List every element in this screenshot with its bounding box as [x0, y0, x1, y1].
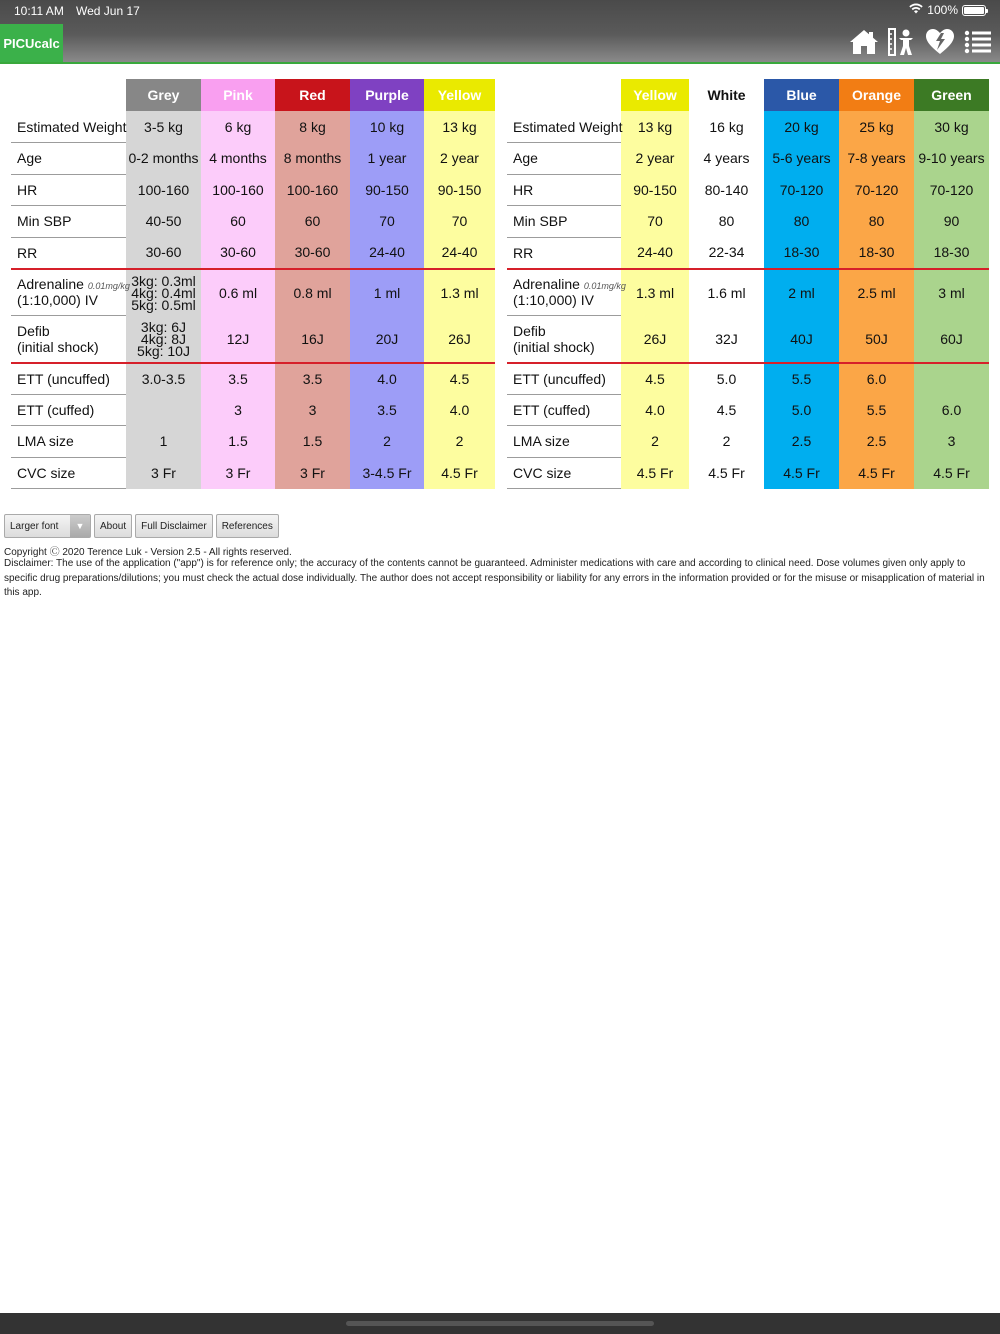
table-body: [11, 111, 495, 489]
top-bar: [0, 0, 1000, 64]
table-cell: 22-34: [689, 237, 764, 269]
table-cell: 3.5: [201, 363, 275, 395]
table-cell: 100-160: [126, 174, 201, 206]
cell-line: 4kg: 8J: [140, 330, 187, 347]
row-label: [507, 394, 621, 426]
cell-line: 4kg: 0.4ml: [131, 284, 196, 301]
table-cell: [126, 269, 201, 316]
cell-line: 3kg: 0.3ml: [131, 272, 196, 289]
row-label-text: Estimated Weight: [513, 118, 623, 135]
table-row: [11, 316, 495, 363]
app-logo[interactable]: PICUcalc: [0, 24, 63, 62]
table-cell: 18-30: [839, 237, 914, 269]
table-cell: 26J: [621, 316, 689, 363]
table-cell: 6.0: [839, 363, 914, 395]
table-cell: 1.5: [201, 426, 275, 458]
table-cell: 4.5 Fr: [764, 457, 839, 489]
table-row: [507, 111, 989, 143]
row-label: [11, 363, 126, 395]
table-body: [507, 111, 989, 489]
table-cell: 3: [275, 394, 350, 426]
about-button[interactable]: About: [94, 514, 132, 538]
table-cell: 18-30: [914, 237, 989, 269]
table-cell: 5-6 years: [764, 143, 839, 175]
table-cell: 60J: [914, 316, 989, 363]
table-cell: 0.8 ml: [275, 269, 350, 316]
row-label: [11, 111, 126, 143]
column-header: Yellow: [621, 79, 689, 111]
table-cell: 3.5: [275, 363, 350, 395]
table-cell: 3: [201, 394, 275, 426]
row-label-text: ETT (cuffed): [17, 401, 95, 418]
menu-list-icon[interactable]: [962, 27, 994, 57]
table-cell: 3 Fr: [275, 457, 350, 489]
table-row: [11, 394, 495, 426]
table-cell: 3 Fr: [126, 457, 201, 489]
column-header: Blue: [764, 79, 839, 111]
row-label-text: Adrenaline: [17, 276, 84, 293]
table-cell: 3 ml: [914, 269, 989, 316]
table-cell: 2.5: [839, 426, 914, 458]
row-label-text: ETT (uncuffed): [513, 370, 606, 387]
table-cell: 5.0: [764, 394, 839, 426]
row-label-text: Defib: [513, 322, 546, 339]
table-row: [507, 426, 989, 458]
table-cell: 4 months: [201, 143, 275, 175]
table-cell: 2: [424, 426, 495, 458]
table-cell: 4.5: [621, 363, 689, 395]
row-label-text: LMA size: [17, 433, 74, 450]
table-cell: 5.0: [689, 363, 764, 395]
table-cell: 2 ml: [764, 269, 839, 316]
table-row: [507, 143, 989, 175]
table-cell: 3-4.5 Fr: [350, 457, 424, 489]
table-row: [507, 206, 989, 238]
table-cell: 30-60: [275, 237, 350, 269]
table-row: [507, 269, 989, 316]
table-cell: 2: [689, 426, 764, 458]
table-cell: 50J: [839, 316, 914, 363]
table-cell: 3.5: [350, 394, 424, 426]
table-cell: 4.5 Fr: [914, 457, 989, 489]
table-row: [507, 394, 989, 426]
table-cell: 16 kg: [689, 111, 764, 143]
table-row: [11, 237, 495, 269]
table-cell: [126, 316, 201, 363]
table-cell: 30 kg: [914, 111, 989, 143]
table-cell: 70: [424, 206, 495, 238]
table-cell: 40-50: [126, 206, 201, 238]
row-label: [507, 457, 621, 489]
table-cell: 4.5 Fr: [621, 457, 689, 489]
table-cell: 80: [839, 206, 914, 238]
table-cell: 13 kg: [621, 111, 689, 143]
column-header: White: [689, 79, 764, 111]
table-cell: 8 kg: [275, 111, 350, 143]
table-cell: 4.5 Fr: [424, 457, 495, 489]
table-row: [11, 174, 495, 206]
table-cell: 4.5: [424, 363, 495, 395]
row-label-text: Adrenaline: [513, 276, 580, 293]
row-label-text: CVC size: [17, 464, 76, 481]
row-label-text: HR: [17, 181, 38, 198]
row-label: [507, 174, 621, 206]
status-indicators: [909, 3, 986, 17]
column-header: Green: [914, 79, 989, 111]
table-row: [11, 111, 495, 143]
table-cell: 8 months: [275, 143, 350, 175]
table-cell: 60: [275, 206, 350, 238]
table-cell: 1.3 ml: [621, 269, 689, 316]
column-header: Purple: [350, 79, 424, 111]
table-cell: 2.5: [764, 426, 839, 458]
table-row: [11, 426, 495, 458]
row-label-text: Age: [513, 150, 538, 167]
chevron-down-icon: ▼: [70, 515, 90, 537]
table-row: [11, 206, 495, 238]
row-label: [11, 269, 130, 316]
row-label: [11, 174, 126, 206]
table-cell: 12J: [201, 316, 275, 363]
table-cell: 4.0: [350, 363, 424, 395]
battery-icon: [962, 5, 986, 16]
table-cell: 5.5: [764, 363, 839, 395]
table-cell: 4.0: [424, 394, 495, 426]
table-cell: 24-40: [350, 237, 424, 269]
table-row: [507, 457, 989, 489]
table-cell: 32J: [689, 316, 764, 363]
table-cell: 80: [764, 206, 839, 238]
table-cell: 70-120: [914, 174, 989, 206]
table-cell: 100-160: [201, 174, 275, 206]
column-header: Grey: [126, 79, 201, 111]
table-cell: 90-150: [424, 174, 495, 206]
table-row: [11, 269, 495, 316]
row-label-subtext: (initial shock): [513, 338, 595, 355]
table-cell: 40J: [764, 316, 839, 363]
table-cell: 2 year: [424, 143, 495, 175]
table-cell: 70: [350, 206, 424, 238]
row-label: [11, 316, 126, 363]
table-cell: 100-160: [275, 174, 350, 206]
table-row: [507, 363, 989, 395]
status-date: Wed Jun 17: [76, 4, 140, 18]
cell-line: 5kg: 0.5ml: [131, 296, 196, 313]
table-cell: 10 kg: [350, 111, 424, 143]
table-cell: 80: [689, 206, 764, 238]
row-label-text: Age: [17, 150, 42, 167]
table-cell: 30-60: [201, 237, 275, 269]
home-icon[interactable]: [848, 27, 880, 57]
full-disclaimer-button[interactable]: Full Disclaimer: [135, 514, 213, 538]
row-label: [507, 426, 621, 458]
table-cell: 3-5 kg: [126, 111, 201, 143]
row-label: [507, 206, 621, 238]
row-label-text: ETT (uncuffed): [17, 370, 110, 387]
table-cell: 4.5 Fr: [839, 457, 914, 489]
table-cell: 13 kg: [424, 111, 495, 143]
table-row: [11, 363, 495, 395]
row-label: [11, 457, 126, 489]
table-cell: 1.6 ml: [689, 269, 764, 316]
table-cell: 0.6 ml: [201, 269, 275, 316]
table-cell: 4.5: [689, 394, 764, 426]
table-cell: 5.5: [839, 394, 914, 426]
table-cell: 6.0: [914, 394, 989, 426]
font-size-select[interactable]: [4, 514, 91, 538]
left-color-table: [11, 79, 495, 489]
table-cell: 20 kg: [764, 111, 839, 143]
table-row: [507, 316, 989, 363]
table-cell: 24-40: [424, 237, 495, 269]
table-cell: 90-150: [350, 174, 424, 206]
table-cell: 7-8 years: [839, 143, 914, 175]
header-row: [11, 79, 495, 111]
header-blank: [11, 79, 126, 111]
table-cell: 60: [201, 206, 275, 238]
row-label-text: Min SBP: [513, 213, 568, 230]
table-cell: 20J: [350, 316, 424, 363]
row-label-text: HR: [513, 181, 534, 198]
row-label-text: RR: [17, 244, 38, 261]
row-label-note: 0.01mg/kg: [583, 281, 626, 292]
nav-icons: [848, 27, 994, 57]
table-cell: 4.5 Fr: [689, 457, 764, 489]
row-label: [11, 143, 126, 175]
table-row: [11, 143, 495, 175]
row-label-text: Estimated Weight: [17, 118, 127, 135]
table-cell: 1 ml: [350, 269, 424, 316]
table-cell: 2: [350, 426, 424, 458]
row-label: [11, 394, 126, 426]
table-cell: 1: [126, 426, 201, 458]
table-cell: 1 year: [350, 143, 424, 175]
row-label-subtext: (1:10,000) IV: [17, 292, 98, 309]
column-header: Pink: [201, 79, 275, 111]
font-size-value: Larger font: [10, 520, 59, 532]
row-label: [507, 237, 621, 269]
row-label-note: 0.01mg/kg: [87, 281, 130, 292]
row-label-text: ETT (cuffed): [513, 401, 591, 418]
table-cell: 26J: [424, 316, 495, 363]
row-label: [11, 206, 126, 238]
references-button[interactable]: References: [216, 514, 279, 538]
table-cell: 90-150: [621, 174, 689, 206]
footer-buttons: [4, 514, 279, 538]
cell-line: 3kg: 6J: [140, 318, 187, 335]
table-cell: 1.3 ml: [424, 269, 495, 316]
table-cell: 70-120: [839, 174, 914, 206]
column-header: Orange: [839, 79, 914, 111]
row-label: [507, 111, 621, 143]
row-label: [507, 363, 621, 395]
table-cell: 1.5: [275, 426, 350, 458]
table-cell: 16J: [275, 316, 350, 363]
table-cell: 30-60: [126, 237, 201, 269]
table-cell: 24-40: [621, 237, 689, 269]
table-cell: 2.5 ml: [839, 269, 914, 316]
row-label-text: RR: [513, 244, 534, 261]
home-indicator[interactable]: [346, 1321, 654, 1326]
column-header: Yellow: [424, 79, 495, 111]
broken-heart-icon[interactable]: [924, 27, 956, 57]
table-cell: 3.0-3.5: [126, 363, 201, 395]
table-cell: 9-10 years: [914, 143, 989, 175]
table-row: [507, 174, 989, 206]
table-cell: 4.0: [621, 394, 689, 426]
row-label-text: Min SBP: [17, 213, 72, 230]
row-label-text: CVC size: [513, 464, 572, 481]
table-row: [507, 237, 989, 269]
row-label-text: LMA size: [513, 433, 570, 450]
column-header: Red: [275, 79, 350, 111]
battery-percent: 100%: [927, 3, 958, 17]
bottom-bar: [0, 1313, 1000, 1334]
row-label: [11, 426, 126, 458]
row-label: [11, 237, 126, 269]
table-cell: 6 kg: [201, 111, 275, 143]
table-cell: 3: [914, 426, 989, 458]
table-cell: 25 kg: [839, 111, 914, 143]
row-label: [507, 269, 626, 316]
height-chart-icon[interactable]: [886, 27, 918, 57]
wifi-icon: [909, 3, 923, 17]
disclaimer-text: Disclaimer: The use of the application ("app") is for reference only; the accuracy of the contents cannot be guaranteed. Administer medications with care and according to clinical need. Dose volumes given only apply to specific drug preparations/dilutions; you must check the actual dose individually. The author does not accept responsibility or liability for any errors in the information provided or for the misuse or misapplication of material in this app.: [4, 558, 985, 598]
table-cell: 18-30: [764, 237, 839, 269]
table-cell: 2: [621, 426, 689, 458]
table-cell: [126, 394, 201, 426]
table-row: [11, 457, 495, 489]
status-time: 10:11 AM: [14, 4, 64, 18]
right-color-table: [507, 79, 989, 489]
copyright-text: Copyright Ⓒ 2020 Terence Luk - Version 2.5 - All rights reserved.: [4, 547, 292, 558]
table-cell: 70-120: [764, 174, 839, 206]
table-cell: 4 years: [689, 143, 764, 175]
table-cell: 2 year: [621, 143, 689, 175]
table-cell: 3 Fr: [201, 457, 275, 489]
table-cell: 90: [914, 206, 989, 238]
row-label: [507, 143, 621, 175]
row-label-text: Defib: [17, 322, 50, 339]
table-cell: [914, 363, 989, 395]
row-label-subtext: (initial shock): [17, 338, 99, 355]
table-cell: 0-2 months: [126, 143, 201, 175]
table-cell: 80-140: [689, 174, 764, 206]
header-blank: [507, 79, 621, 111]
row-label-subtext: (1:10,000) IV: [513, 292, 594, 309]
row-label: [507, 316, 621, 363]
header-row: [507, 79, 989, 111]
table-cell: 70: [621, 206, 689, 238]
cell-line: 5kg: 10J: [137, 342, 190, 359]
